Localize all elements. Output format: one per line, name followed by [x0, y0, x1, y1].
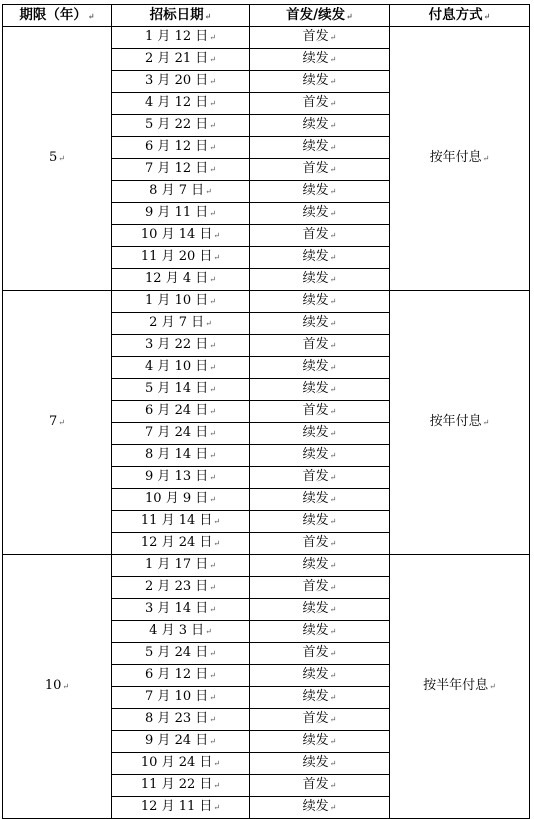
issue-type-cell: 续发↵ [250, 291, 390, 313]
paragraph-mark-icon: ↵ [204, 11, 212, 21]
paragraph-mark-icon: ↵ [213, 253, 221, 262]
paragraph-mark-icon: ↵ [329, 143, 337, 152]
paragraph-mark-icon: ↵ [209, 561, 216, 570]
paragraph-mark-icon: ↵ [329, 517, 337, 526]
date-cell: 4 月 3 日↵ [112, 621, 250, 643]
paragraph-mark-icon: ↵ [209, 671, 216, 680]
paragraph-mark-icon: ↵ [329, 385, 337, 394]
paragraph-mark-icon: ↵ [58, 154, 65, 163]
paragraph-mark-icon: ↵ [329, 451, 337, 460]
issue-type-cell: 续发↵ [250, 423, 390, 445]
issue-type-cell: 首发↵ [250, 577, 390, 599]
paragraph-mark-icon: ↵ [205, 627, 212, 636]
date-cell: 6 月 12 日↵ [112, 137, 250, 159]
paragraph-mark-icon: ↵ [87, 11, 95, 21]
paragraph-mark-icon: ↵ [482, 418, 490, 427]
issue-type-cell: 续发↵ [250, 511, 390, 533]
date-cell: 11 月 22 日↵ [112, 775, 250, 797]
date-cell: 10 月 14 日↵ [112, 225, 250, 247]
date-cell: 8 月 23 日↵ [112, 709, 250, 731]
paragraph-mark-icon: ↵ [329, 253, 337, 262]
issue-type-cell: 续发↵ [250, 137, 390, 159]
paragraph-mark-icon: ↵ [329, 319, 337, 328]
date-cell: 10 月 9 日↵ [112, 489, 250, 511]
paragraph-mark-icon: ↵ [209, 737, 216, 746]
date-cell: 12 月 11 日↵ [112, 797, 250, 819]
issue-type-cell: 续发↵ [250, 313, 390, 335]
paragraph-mark-icon: ↵ [209, 473, 216, 482]
paragraph-mark-icon: ↵ [209, 165, 216, 174]
table-row [3, 27, 530, 49]
paragraph-mark-icon: ↵ [329, 407, 337, 416]
issue-type-cell: 续发↵ [250, 797, 390, 819]
header-term: 期限（年）↵ [3, 5, 112, 27]
paragraph-mark-icon: ↵ [329, 781, 337, 790]
payment-cell: 按半年付息↵ [390, 555, 530, 819]
paragraph-mark-icon: ↵ [209, 385, 216, 394]
date-cell: 7 月 24 日↵ [112, 423, 250, 445]
paragraph-mark-icon: ↵ [329, 165, 337, 174]
date-cell: 3 月 22 日↵ [112, 335, 250, 357]
date-cell: 1 月 12 日↵ [112, 27, 250, 49]
paragraph-mark-icon: ↵ [329, 495, 337, 504]
date-cell: 6 月 12 日↵ [112, 665, 250, 687]
issue-type-cell: 续发↵ [250, 49, 390, 71]
paragraph-mark-icon: ↵ [329, 473, 337, 482]
paragraph-mark-icon: ↵ [209, 341, 216, 350]
issue-type-cell: 续发↵ [250, 445, 390, 467]
date-cell: 3 月 20 日↵ [112, 71, 250, 93]
paragraph-mark-icon: ↵ [213, 231, 221, 240]
issue-type-cell: 续发↵ [250, 555, 390, 577]
paragraph-mark-icon: ↵ [329, 561, 337, 570]
issue-type-cell: 续发↵ [250, 247, 390, 269]
paragraph-mark-icon: ↵ [329, 649, 337, 658]
issue-type-cell: 首发↵ [250, 225, 390, 247]
paragraph-mark-icon: ↵ [213, 759, 221, 768]
date-cell: 3 月 14 日↵ [112, 599, 250, 621]
issue-type-cell: 首发↵ [250, 159, 390, 181]
header-date: 招标日期↵ [112, 5, 250, 27]
table-row [3, 555, 530, 577]
term-cell: 7↵ [3, 291, 112, 555]
date-cell: 1 月 10 日↵ [112, 291, 250, 313]
issue-type-cell: 续发↵ [250, 357, 390, 379]
date-cell: 11 月 14 日↵ [112, 511, 250, 533]
term-cell: 10↵ [3, 555, 112, 819]
paragraph-mark-icon: ↵ [209, 649, 216, 658]
paragraph-mark-icon: ↵ [329, 209, 337, 218]
issue-type-cell: 首发↵ [250, 467, 390, 489]
date-cell: 4 月 10 日↵ [112, 357, 250, 379]
paragraph-mark-icon: ↵ [329, 297, 337, 306]
paragraph-mark-icon: ↵ [205, 319, 212, 328]
header-payment: 付息方式↵ [390, 5, 530, 27]
issue-type-cell: 首发↵ [250, 27, 390, 49]
issue-type-cell: 续发↵ [250, 269, 390, 291]
paragraph-mark-icon: ↵ [209, 143, 216, 152]
paragraph-mark-icon: ↵ [329, 539, 337, 548]
paragraph-mark-icon: ↵ [213, 803, 221, 812]
date-cell: 8 月 14 日↵ [112, 445, 250, 467]
paragraph-mark-icon: ↵ [209, 297, 216, 306]
issue-type-cell: 首发↵ [250, 401, 390, 423]
paragraph-mark-icon: ↵ [346, 11, 353, 21]
paragraph-mark-icon: ↵ [213, 517, 221, 526]
paragraph-mark-icon: ↵ [209, 407, 216, 416]
term-cell: 5↵ [3, 27, 112, 291]
paragraph-mark-icon: ↵ [329, 121, 337, 130]
issue-type-cell: 续发↵ [250, 687, 390, 709]
issue-type-cell: 首发↵ [250, 709, 390, 731]
date-cell: 12 月 24 日↵ [112, 533, 250, 555]
date-cell: 2 月 7 日↵ [112, 313, 250, 335]
paragraph-mark-icon: ↵ [329, 605, 337, 614]
issue-type-cell: 首发↵ [250, 93, 390, 115]
paragraph-mark-icon: ↵ [489, 682, 496, 691]
paragraph-mark-icon: ↵ [329, 429, 337, 438]
date-cell: 7 月 10 日↵ [112, 687, 250, 709]
issue-type-cell: 续发↵ [250, 115, 390, 137]
table-row [3, 291, 530, 313]
paragraph-mark-icon: ↵ [62, 682, 70, 691]
date-cell: 2 月 23 日↵ [112, 577, 250, 599]
paragraph-mark-icon: ↵ [209, 429, 216, 438]
date-cell: 2 月 21 日↵ [112, 49, 250, 71]
issue-type-cell: 首发↵ [250, 335, 390, 357]
paragraph-mark-icon: ↵ [329, 737, 337, 746]
paragraph-mark-icon: ↵ [329, 759, 337, 768]
paragraph-mark-icon: ↵ [213, 781, 221, 790]
issue-type-cell: 续发↵ [250, 599, 390, 621]
date-cell: 4 月 12 日↵ [112, 93, 250, 115]
paragraph-mark-icon: ↵ [329, 187, 337, 196]
paragraph-mark-icon: ↵ [205, 187, 212, 196]
date-cell: 5 月 14 日↵ [112, 379, 250, 401]
paragraph-mark-icon: ↵ [329, 715, 337, 724]
date-cell: 11 月 20 日↵ [112, 247, 250, 269]
issue-type-cell: 首发↵ [250, 775, 390, 797]
paragraph-mark-icon: ↵ [209, 275, 216, 284]
date-cell: 7 月 12 日↵ [112, 159, 250, 181]
paragraph-mark-icon: ↵ [209, 451, 216, 460]
issue-type-cell: 续发↵ [250, 379, 390, 401]
issue-type-cell: 首发↵ [250, 533, 390, 555]
date-cell: 5 月 24 日↵ [112, 643, 250, 665]
paragraph-mark-icon: ↵ [483, 11, 491, 21]
paragraph-mark-icon: ↵ [209, 495, 216, 504]
paragraph-mark-icon: ↵ [213, 539, 221, 548]
paragraph-mark-icon: ↵ [209, 121, 216, 130]
issue-type-cell: 续发↵ [250, 71, 390, 93]
bond-schedule-table [2, 4, 530, 819]
paragraph-mark-icon: ↵ [329, 363, 337, 372]
paragraph-mark-icon: ↵ [482, 154, 490, 163]
paragraph-mark-icon: ↵ [209, 55, 216, 64]
paragraph-mark-icon: ↵ [329, 33, 337, 42]
issue-type-cell: 续发↵ [250, 203, 390, 225]
header-issue-type: 首发/续发↵ [250, 5, 390, 27]
payment-cell: 按年付息↵ [390, 27, 530, 291]
date-cell: 6 月 24 日↵ [112, 401, 250, 423]
paragraph-mark-icon: ↵ [209, 715, 216, 724]
paragraph-mark-icon: ↵ [209, 363, 216, 372]
issue-type-cell: 首发↵ [250, 643, 390, 665]
paragraph-mark-icon: ↵ [329, 627, 337, 636]
paragraph-mark-icon: ↵ [329, 275, 337, 284]
paragraph-mark-icon: ↵ [329, 583, 337, 592]
date-cell: 9 月 11 日↵ [112, 203, 250, 225]
date-cell: 9 月 24 日↵ [112, 731, 250, 753]
date-cell: 8 月 7 日↵ [112, 181, 250, 203]
payment-cell: 按年付息↵ [390, 291, 530, 555]
paragraph-mark-icon: ↵ [209, 605, 216, 614]
issue-type-cell: 续发↵ [250, 181, 390, 203]
paragraph-mark-icon: ↵ [209, 99, 216, 108]
paragraph-mark-icon: ↵ [58, 418, 65, 427]
date-cell: 9 月 13 日↵ [112, 467, 250, 489]
paragraph-mark-icon: ↵ [329, 341, 337, 350]
paragraph-mark-icon: ↵ [209, 33, 216, 42]
issue-type-cell: 续发↵ [250, 731, 390, 753]
paragraph-mark-icon: ↵ [209, 693, 216, 702]
date-cell: 1 月 17 日↵ [112, 555, 250, 577]
paragraph-mark-icon: ↵ [329, 231, 337, 240]
paragraph-mark-icon: ↵ [209, 77, 216, 86]
issue-type-cell: 续发↵ [250, 621, 390, 643]
issue-type-cell: 续发↵ [250, 753, 390, 775]
paragraph-mark-icon: ↵ [329, 99, 337, 108]
header-row [3, 5, 530, 27]
paragraph-mark-icon: ↵ [209, 583, 216, 592]
paragraph-mark-icon: ↵ [209, 209, 216, 218]
date-cell: 10 月 24 日↵ [112, 753, 250, 775]
date-cell: 12 月 4 日↵ [112, 269, 250, 291]
paragraph-mark-icon: ↵ [329, 671, 337, 680]
paragraph-mark-icon: ↵ [329, 55, 337, 64]
issue-type-cell: 续发↵ [250, 489, 390, 511]
issue-type-cell: 续发↵ [250, 665, 390, 687]
paragraph-mark-icon: ↵ [329, 803, 337, 812]
date-cell: 5 月 22 日↵ [112, 115, 250, 137]
table-body [3, 27, 530, 819]
paragraph-mark-icon: ↵ [329, 77, 337, 86]
paragraph-mark-icon: ↵ [329, 693, 337, 702]
